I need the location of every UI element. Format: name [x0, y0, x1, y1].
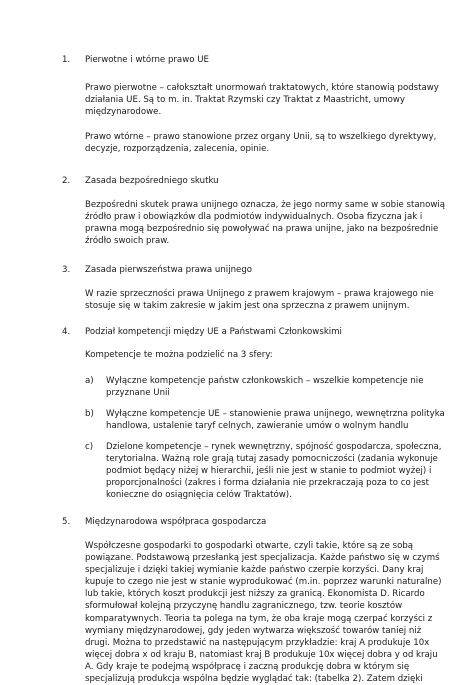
text-line: decyzje, rozporządzenia, zalecenia, opinie. — [85, 144, 270, 155]
list-marker: a) — [85, 376, 94, 386]
text-line: prawna mogą bezpośrednio się powoływać na prawa unijne, jako na bezpośrednie — [85, 224, 439, 235]
text-line: terytorialna. Ważną role grają tutaj zasady pomocniczości (zadania wykonuje — [106, 454, 438, 465]
section-5-paragraph-1 — [85, 540, 442, 685]
text-line: Prawo pierwotne – całokształt unormowań traktatowych, które stanowią podstawy — [85, 83, 439, 93]
text-line: Kompetencje te można podzielić na 3 sfery: — [85, 350, 273, 360]
section-4-intro — [85, 349, 420, 361]
section-1-heading — [62, 54, 209, 66]
section-4-heading — [62, 326, 342, 338]
text-line: konieczne do osiągnięcia celów Traktatów). — [106, 490, 292, 501]
section-1-paragraph-2 — [85, 131, 437, 155]
section-5-number: 5. — [62, 517, 71, 527]
section-5-title: Międzynarodowa współpraca gospodarcza — [85, 517, 267, 527]
text-line: Prawo wtórne – prawo stanowione przez organy Unii, są to wszelkiego dyrektywy, — [85, 132, 437, 142]
text-line: handlowa, ustalenie taryf celnych, zawieranie umów o wolnym handlu — [106, 421, 409, 432]
text-line: stosuje się w takim zakresie w jakim jest ona sprzeczna z prawem unijnym. — [85, 301, 410, 312]
section-2-number: 2. — [62, 176, 71, 186]
text-line: źródło praw i obowiązków dla podmiotów indywidualnych. Osoba fizyczna jak i — [85, 212, 423, 223]
section-1-paragraph-1 — [85, 82, 439, 118]
text-line: specjalizuje i dzięki takiej wymianie każde państwo czerpie korzyści. Dany kraj — [85, 565, 424, 576]
text-line: Bezpośredni skutek prawa unijnego oznacza, że jego normy same w sobie stanowią — [85, 200, 446, 210]
text-line: specjalizują produkcja wspólna będzie wyglądać tak: (tabelka 2). Zatem dzięki — [85, 674, 423, 685]
text-line: przyznane Unii — [106, 388, 170, 399]
text-line: Wyłączne kompetencje państw członkowskich – wszelkie kompetencje nie — [106, 376, 424, 386]
list-marker: c) — [85, 442, 94, 452]
section-2-paragraph-1 — [85, 199, 446, 247]
text-line: sformułował kolejną przyczynę handlu zagranicznego, tzw. teorie kosztów — [85, 601, 403, 612]
text-line: Wyłączne kompetencje UE – stanowienie prawa unijnego, wewnętrzna polityka — [106, 409, 445, 419]
text-line: drugi. Można to przedstawić na następującym przykładzie: kraj A produkuje 10x — [85, 637, 430, 648]
text-line: proporcjonalności (zakres i forma działania nie przekraczają poza to co jest — [106, 478, 429, 489]
list-marker: b) — [85, 409, 94, 419]
section-4-number: 4. — [62, 327, 71, 337]
text-line: powiązane. Podstawową przesłanką jest specjalizacja. Każde państwo się w czymś — [85, 553, 440, 564]
text-line: A. Gdy kraje te podejmą współpracę i zaczną produkcję dobra w którym się — [85, 661, 410, 672]
section-5-heading — [62, 516, 266, 528]
text-line: działania UE. Są to m. in. Traktat Rzymski czy Traktat z Maastricht, umowy — [85, 95, 406, 106]
text-line: międzynarodowe. — [85, 107, 162, 118]
section-2-heading — [62, 175, 219, 187]
text-line: więcej dobra x od kraju B, natomiast kraj B produkuje 10x więcej dobra y od kraju — [85, 649, 438, 660]
section-3-heading — [62, 264, 252, 276]
text-line: komparatywnych. Teoria ta polega na tym, że oba kraje mogą czerpać korzyści z — [85, 613, 433, 624]
section-3-title: Zasada pierwszeństwa prawa unijnego — [85, 265, 253, 275]
text-line: W razie sprzeczności prawa Unijnego z prawem krajowym – prawa krajowego nie — [85, 289, 434, 299]
text-line: Dzielone kompetencje – rynek wewnętrzny, spójność gospodarcza, społeczna, — [106, 442, 442, 452]
section-1-title: Pierwotne i wtórne prawo UE — [85, 55, 209, 65]
section-2-title: Zasada bezpośredniego skutku — [85, 176, 219, 186]
text-line: wymiany międzynarodowej, gdy jeden wytwarza większość towarów taniej niż — [85, 625, 422, 636]
text-line: Współczesne gospodarki to gospodarki otwarte, czyli takie, które są ze sobą — [85, 541, 414, 551]
section-4-title: Podział kompetencji między UE a Państwami Członkowskimi — [85, 327, 342, 337]
section-1-number: 1. — [62, 55, 71, 65]
text-line: źródło swoich praw. — [85, 236, 170, 247]
text-line: lub takie, których koszt produkcji jest niższy za granicą. Ekonomista D. Ricardo — [85, 589, 425, 600]
text-line: kupuje to czego nie jest w stanie wyprodukować (m.in. poprzez warunki naturalne) — [85, 577, 442, 588]
text-line: podmiot będący niżej w hierarchii, jeśli nie jest w stanie to podmiot wyżej) i — [106, 466, 432, 477]
section-3-number: 3. — [62, 265, 71, 275]
section-3-paragraph-1 — [85, 288, 434, 312]
